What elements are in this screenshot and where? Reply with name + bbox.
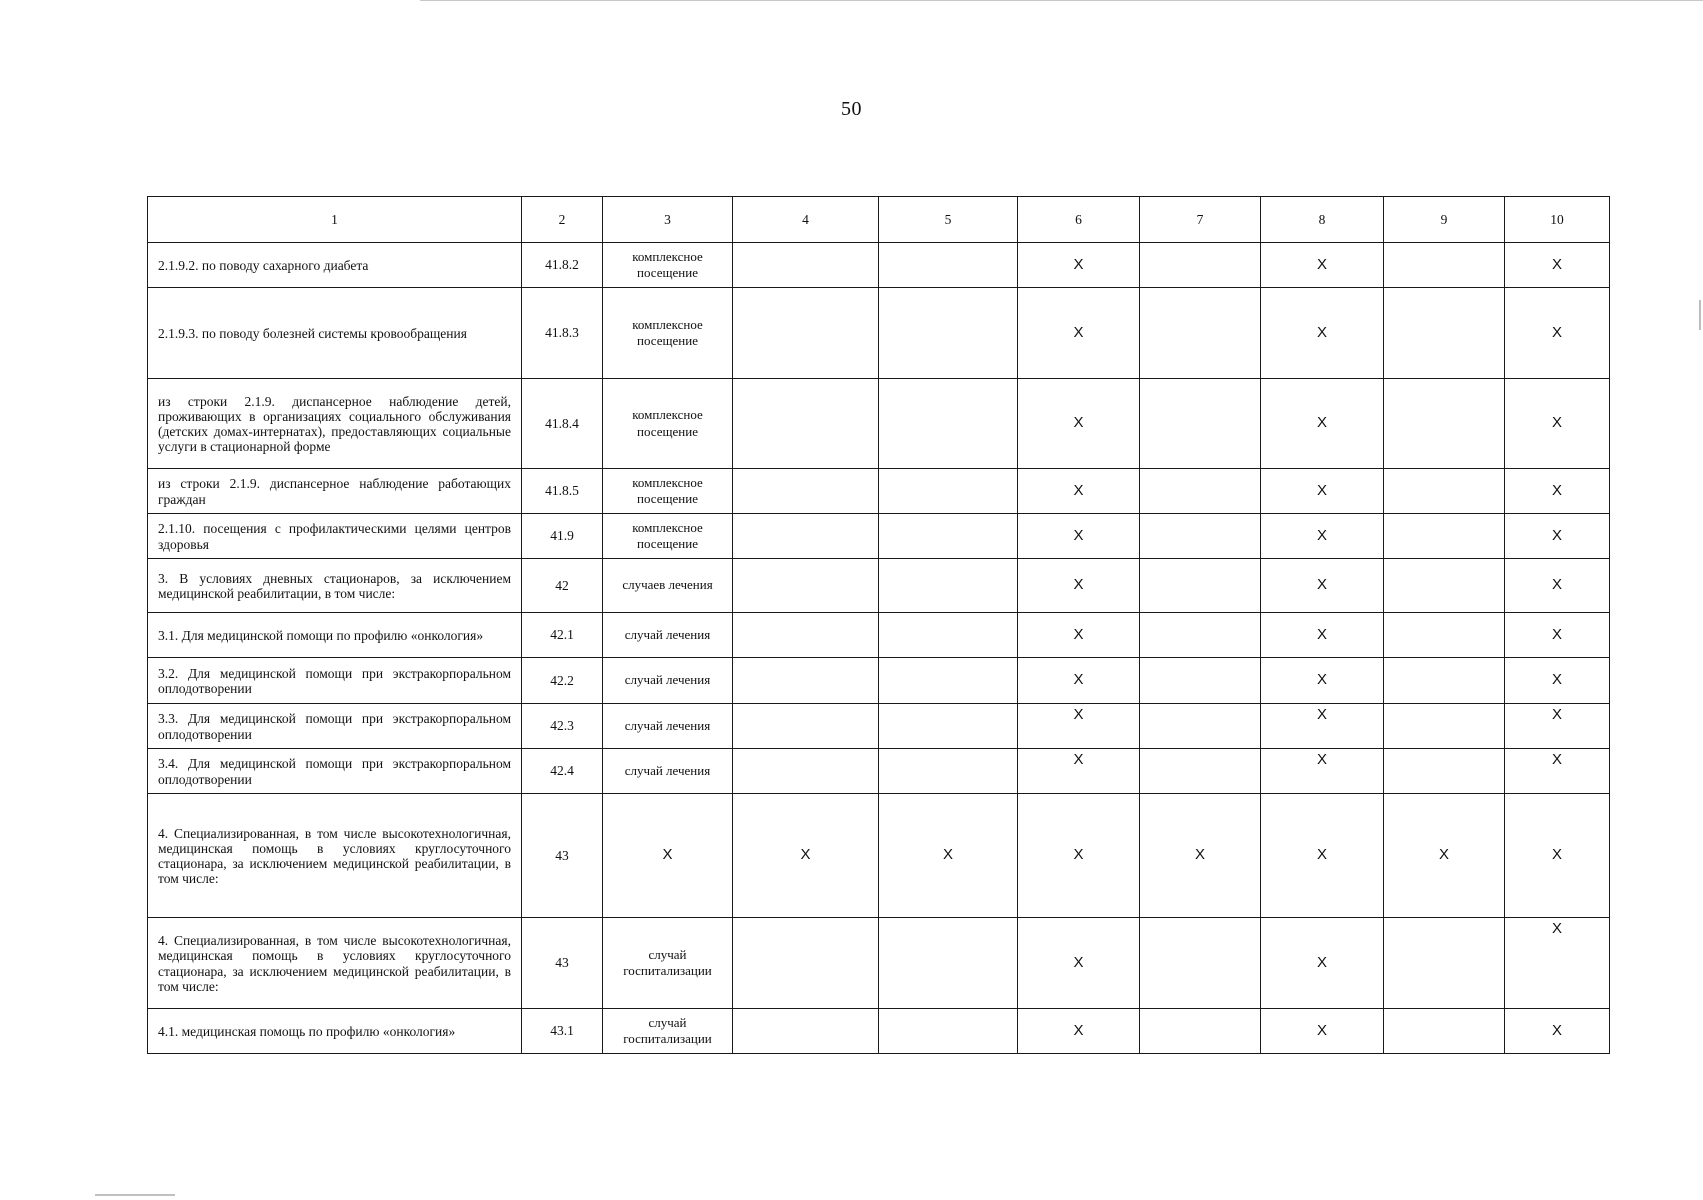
cell-col10: X (1505, 794, 1610, 918)
cell-col8: X (1261, 379, 1384, 469)
cell-col8: X (1261, 514, 1384, 559)
scan-edge-mark (1699, 300, 1701, 330)
column-header: 9 (1384, 197, 1505, 243)
cell-col4 (733, 469, 879, 514)
row-code: 42.4 (522, 749, 603, 794)
row-unit: комплексное посещение (603, 469, 733, 514)
row-name: 4. Специализированная, в том числе высокотехнологичная, медицинская помощь в условиях круглосуточного стационара, за исключением медицинской реабилитации, в том числе: (148, 794, 522, 918)
cell-col5 (879, 514, 1018, 559)
cell-col6: X (1018, 658, 1140, 704)
cell-col6: X (1018, 243, 1140, 288)
cell-col7 (1140, 1009, 1261, 1054)
cell-col4: X (733, 794, 879, 918)
cell-col9 (1384, 613, 1505, 658)
table-row (148, 559, 1610, 613)
cell-col5 (879, 288, 1018, 379)
cell-col5 (879, 1009, 1018, 1054)
cell-col9 (1384, 658, 1505, 704)
cell-col4 (733, 613, 879, 658)
row-unit: комплексное посещение (603, 288, 733, 379)
cell-col7: X (1140, 794, 1261, 918)
cell-col9 (1384, 514, 1505, 559)
cell-col5 (879, 243, 1018, 288)
row-name: из строки 2.1.9. диспансерное наблюдение работающих граждан (148, 469, 522, 514)
row-unit: комплексное посещение (603, 243, 733, 288)
row-code: 41.8.5 (522, 469, 603, 514)
cell-col9 (1384, 704, 1505, 749)
row-code: 41.8.3 (522, 288, 603, 379)
cell-col9: X (1384, 794, 1505, 918)
cell-col9 (1384, 749, 1505, 794)
row-code: 42 (522, 559, 603, 613)
row-name: 4. Специализированная, в том числе высокотехнологичная, медицинская помощь в условиях круглосуточного стационара, за исключением медицинской реабилитации, в том числе: (148, 918, 522, 1009)
cell-col7 (1140, 613, 1261, 658)
cell-col5 (879, 559, 1018, 613)
cell-col7 (1140, 469, 1261, 514)
cell-col4 (733, 1009, 879, 1054)
cell-col9 (1384, 379, 1505, 469)
row-code: 43 (522, 918, 603, 1009)
cell-col8: X (1261, 794, 1384, 918)
table-row (148, 749, 1610, 794)
row-code: 42.1 (522, 613, 603, 658)
table-row (148, 288, 1610, 379)
row-name: 3.1. Для медицинской помощи по профилю «онкология» (148, 613, 522, 658)
cell-col9 (1384, 918, 1505, 1009)
cell-col8: X (1261, 469, 1384, 514)
cell-col7 (1140, 704, 1261, 749)
cell-col9 (1384, 243, 1505, 288)
cell-col7 (1140, 918, 1261, 1009)
row-unit: комплексное посещение (603, 379, 733, 469)
table-row (148, 794, 1610, 918)
column-header: 7 (1140, 197, 1261, 243)
data-table (147, 196, 1610, 1054)
row-unit: случай лечения (603, 704, 733, 749)
cell-col7 (1140, 288, 1261, 379)
row-code: 41.8.4 (522, 379, 603, 469)
cell-col4 (733, 704, 879, 749)
cell-col8: X (1261, 613, 1384, 658)
row-name: 2.1.9.3. по поводу болезней системы кровообращения (148, 288, 522, 379)
table-row (148, 918, 1610, 1009)
column-header: 1 (148, 197, 522, 243)
column-header: 2 (522, 197, 603, 243)
cell-col7 (1140, 749, 1261, 794)
scan-edge-mark (95, 1194, 175, 1196)
cell-col10: X (1505, 288, 1610, 379)
cell-col6: X (1018, 704, 1140, 749)
row-code: 42.2 (522, 658, 603, 704)
page-number: 50 (841, 98, 862, 120)
row-name: 3. В условиях дневных стационаров, за исключением медицинской реабилитации, в том числе: (148, 559, 522, 613)
row-unit: случай госпитализации (603, 1009, 733, 1054)
column-header: 6 (1018, 197, 1140, 243)
table-row (148, 704, 1610, 749)
cell-col7 (1140, 514, 1261, 559)
row-code: 43 (522, 794, 603, 918)
cell-col10: X (1505, 243, 1610, 288)
row-name: 3.4. Для медицинской помощи при экстракорпоральном оплодотворении (148, 749, 522, 794)
row-name: 3.3. Для медицинской помощи при экстракорпоральном оплодотворении (148, 704, 522, 749)
table-row (148, 1009, 1610, 1054)
column-header: 5 (879, 197, 1018, 243)
scan-edge-line (420, 0, 1703, 1)
row-unit: случай лечения (603, 749, 733, 794)
column-header: 10 (1505, 197, 1610, 243)
cell-col10: X (1505, 658, 1610, 704)
cell-col6: X (1018, 794, 1140, 918)
cell-col5 (879, 658, 1018, 704)
cell-col6: X (1018, 469, 1140, 514)
cell-col4 (733, 658, 879, 704)
row-name: из строки 2.1.9. диспансерное наблюдение детей, проживающих в организациях социального обслуживания (детских домах-интернатах), предоставляющих социальные услуги в стационарной форме (148, 379, 522, 469)
cell-col5 (879, 749, 1018, 794)
cell-col8: X (1261, 704, 1384, 749)
cell-col8: X (1261, 749, 1384, 794)
cell-col9 (1384, 288, 1505, 379)
cell-col4 (733, 379, 879, 469)
row-name: 3.2. Для медицинской помощи при экстракорпоральном оплодотворении (148, 658, 522, 704)
row-unit: комплексное посещение (603, 514, 733, 559)
cell-col10: X (1505, 514, 1610, 559)
column-header: 4 (733, 197, 879, 243)
cell-col5: X (879, 794, 1018, 918)
cell-col10: X (1505, 1009, 1610, 1054)
row-unit: случаев лечения (603, 559, 733, 613)
cell-col10: X (1505, 918, 1610, 1009)
cell-col6: X (1018, 514, 1140, 559)
cell-col5 (879, 379, 1018, 469)
table-header-row (148, 197, 1610, 243)
cell-col9 (1384, 559, 1505, 613)
row-code: 41.8.2 (522, 243, 603, 288)
cell-col10: X (1505, 613, 1610, 658)
cell-col7 (1140, 243, 1261, 288)
table-row (148, 613, 1610, 658)
cell-col6: X (1018, 1009, 1140, 1054)
column-header: 8 (1261, 197, 1384, 243)
cell-col6: X (1018, 918, 1140, 1009)
cell-col10: X (1505, 559, 1610, 613)
cell-col10: X (1505, 749, 1610, 794)
cell-col7 (1140, 559, 1261, 613)
cell-col7 (1140, 379, 1261, 469)
cell-col5 (879, 704, 1018, 749)
row-code: 41.9 (522, 514, 603, 559)
cell-col5 (879, 469, 1018, 514)
cell-col8: X (1261, 288, 1384, 379)
row-name: 2.1.9.2. по поводу сахарного диабета (148, 243, 522, 288)
table-row (148, 243, 1610, 288)
table-row (148, 379, 1610, 469)
cell-col7 (1140, 658, 1261, 704)
cell-col10: X (1505, 469, 1610, 514)
row-unit: случай госпитализации (603, 918, 733, 1009)
cell-col4 (733, 559, 879, 613)
cell-col4 (733, 243, 879, 288)
row-unit: случай лечения (603, 658, 733, 704)
row-code: 42.3 (522, 704, 603, 749)
column-header: 3 (603, 197, 733, 243)
row-name: 4.1. медицинская помощь по профилю «онкология» (148, 1009, 522, 1054)
cell-col4 (733, 749, 879, 794)
cell-col9 (1384, 1009, 1505, 1054)
row-name: 2.1.10. посещения с профилактическими целями центров здоровья (148, 514, 522, 559)
cell-col4 (733, 288, 879, 379)
cell-col9 (1384, 469, 1505, 514)
cell-col6: X (1018, 559, 1140, 613)
table-row (148, 514, 1610, 559)
cell-col5 (879, 918, 1018, 1009)
cell-col10: X (1505, 704, 1610, 749)
table-row (148, 469, 1610, 514)
row-code: 43.1 (522, 1009, 603, 1054)
cell-col10: X (1505, 379, 1610, 469)
cell-col8: X (1261, 559, 1384, 613)
row-unit: случай лечения (603, 613, 733, 658)
cell-col6: X (1018, 288, 1140, 379)
table-row (148, 658, 1610, 704)
cell-col5 (879, 613, 1018, 658)
data-table-container (147, 196, 1609, 1054)
cell-col8: X (1261, 658, 1384, 704)
cell-col4 (733, 514, 879, 559)
cell-col6: X (1018, 379, 1140, 469)
cell-col4 (733, 918, 879, 1009)
cell-col8: X (1261, 1009, 1384, 1054)
cell-col6: X (1018, 749, 1140, 794)
row-unit: X (603, 794, 733, 918)
cell-col8: X (1261, 243, 1384, 288)
cell-col6: X (1018, 613, 1140, 658)
cell-col8: X (1261, 918, 1384, 1009)
